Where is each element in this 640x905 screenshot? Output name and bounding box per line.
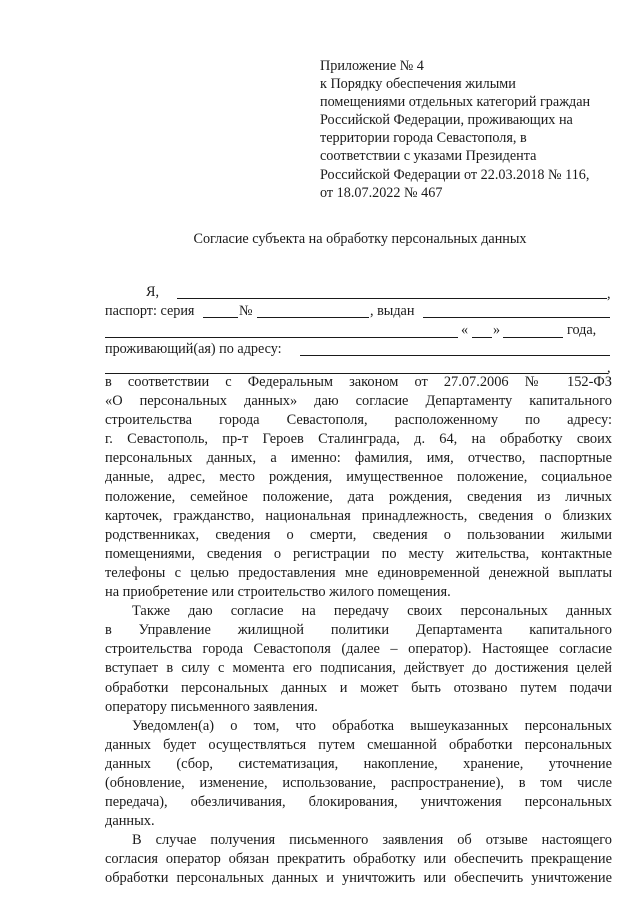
year-label: года, (567, 322, 597, 338)
text-line: В случае получения письменного заявления об отзыве настоящего (132, 832, 612, 849)
passport-number-label: № (239, 303, 253, 319)
appendix-line: соответствии с указами Президента (320, 148, 537, 165)
text-line: данные, адрес, место рождения, имущественное положение, социальное (105, 469, 612, 486)
document-title: Согласие субъекта на обработку персональных данных (193, 231, 527, 247)
notification-paragraph (105, 717, 612, 832)
text-line: данных будет осуществляться путем смешанной обработки персональных (105, 736, 612, 753)
i-label: Я, (146, 284, 160, 300)
appendix-line: Российской Федерации от 22.03.2018 № 116, (320, 166, 590, 183)
text-line: родственниках, сведения о смерти, сведения о пользовании жилыми (105, 526, 612, 543)
issued-by-field[interactable] (423, 317, 610, 318)
appendix-line: к Порядку обеспечения жилыми (320, 76, 516, 93)
issued-by-continuation-field[interactable] (105, 337, 458, 338)
text-line: передача), обезличивания, блокирования, уничтожения персональных (105, 794, 612, 811)
text-line: «О персональных данных» даю согласие Департаменту капитального (105, 393, 612, 410)
appendix-line: помещениями отдельных категорий граждан (320, 94, 591, 111)
text-line: Также даю согласие на передачу своих персональных данных (132, 603, 612, 620)
text-line: данных (сбор, систематизация, накопление, хранение, уточнение (105, 755, 612, 772)
text-line: помещениями, сведения о регистрации по месту жительства, контактные (105, 545, 612, 562)
appendix-line: территории города Севастополя, в (320, 130, 527, 147)
text-line: оператору письменного заявления. (105, 698, 318, 715)
appendix-line: от 18.07.2022 № 467 (320, 184, 443, 201)
full-name-field[interactable] (177, 298, 607, 299)
address-comma: , (607, 360, 611, 376)
text-line: вступает в силу с момента его подписания, действует до достижения целей (105, 660, 612, 677)
text-line: в соответствии с Федеральным законом от 27.07.2006 № 152-ФЗ (105, 374, 612, 390)
consent-paragraph (105, 373, 612, 602)
text-line: обработки персональных данных и уничтожить или обеспечить уничтожение (105, 870, 612, 887)
passport-series-field[interactable] (203, 317, 238, 318)
text-line: согласия оператор обязан прекратить обработку или обеспечить прекращение (105, 851, 612, 868)
passport-label: паспорт: серия (105, 303, 195, 319)
text-line: данных. (105, 813, 155, 830)
text-line: телефоны с целью предоставления мне единовременной денежной выплаты (105, 564, 612, 581)
text-line: (обновление, изменение, использование, распространение), в том числе (105, 774, 612, 791)
quote-close: » (493, 322, 501, 338)
text-line: строительства города Севастополя, расположенному по адресу: (105, 412, 612, 429)
text-line: положение, семейное положение, дата рождения, сведения из личных (105, 488, 612, 505)
text-line: карточек, гражданство, национальная принадлежность, сведения о близких (105, 507, 612, 524)
text-line: на приобретение или строительство жилого помещения. (105, 584, 451, 601)
address-field[interactable] (300, 355, 610, 356)
consent-body (105, 373, 612, 889)
issue-month-field[interactable] (503, 337, 563, 338)
passport-number-field[interactable] (257, 317, 369, 318)
issued-label: , выдан (370, 303, 415, 319)
text-line: строительства города Севастополя (далее – оператор). Настоящее согласие (105, 641, 612, 658)
quote-open: « (461, 322, 469, 338)
name-comma: , (607, 286, 611, 302)
text-line: в Управление жилищной политики Департамента капитального (105, 622, 612, 639)
text-line: обработки персональных данных и может быть отозвано путем подачи (105, 679, 612, 696)
issue-day-field[interactable] (472, 337, 492, 338)
revocation-paragraph (105, 831, 612, 888)
address-label: проживающий(ая) по адресу: (105, 341, 282, 357)
appendix-line: Российской Федерации, проживающих на (320, 112, 573, 129)
text-line: Уведомлен(а) о том, что обработка вышеуказанных персональных (132, 717, 612, 734)
text-line: персональных данных, а именно: фамилия, имя, отчество, паспортные (105, 450, 612, 467)
text-line: г. Севастополь, пр-т Героев Сталинграда, д. 64, на обработку своих (105, 431, 612, 448)
appendix-header (320, 57, 620, 202)
appendix-line: Приложение № 4 (320, 58, 424, 74)
transfer-consent-paragraph (105, 602, 612, 717)
